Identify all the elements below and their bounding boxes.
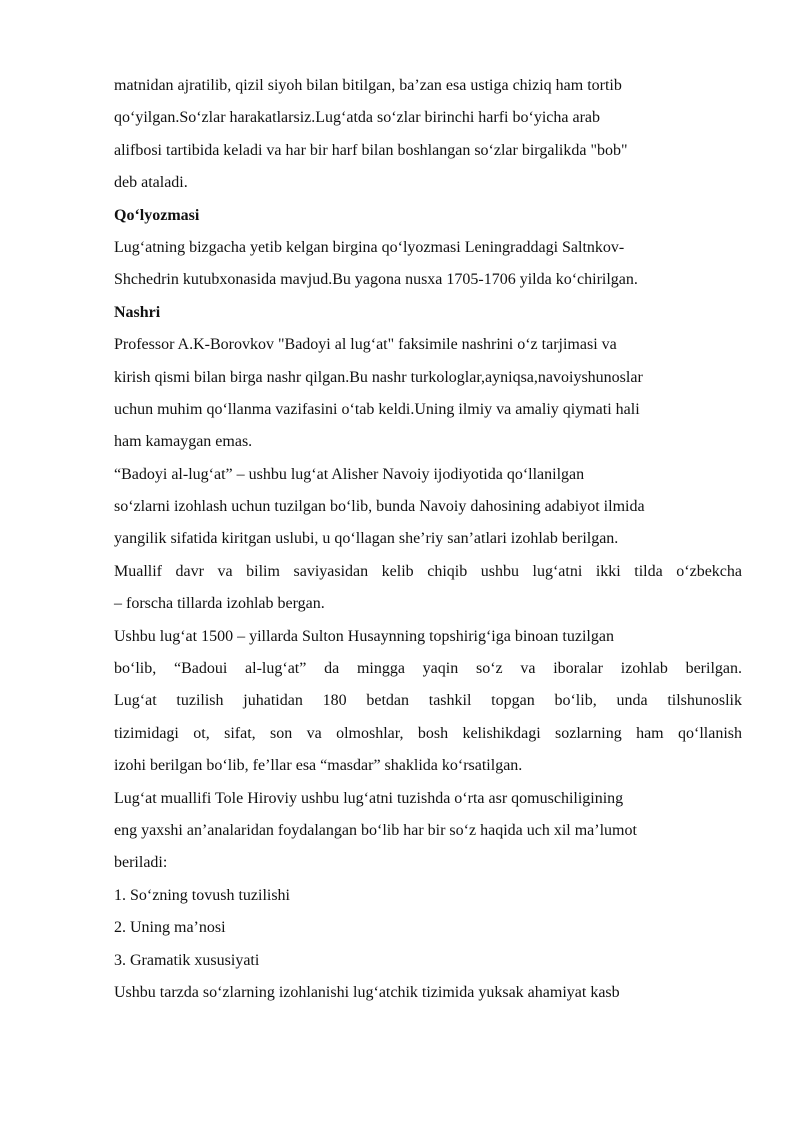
section-heading-manuscript: Qo‘lyozmasi xyxy=(114,206,200,224)
text-line: Lug‘at tuzilish juhatidan 180 betdan tashkil topgan bo‘lib, unda tilshunoslik xyxy=(114,692,742,710)
paragraph-author xyxy=(114,783,742,880)
paragraph-conclusion xyxy=(114,977,742,1009)
text-line: so‘zlarni izohlash uchun tuzilgan bo‘lib, bunda Navoiy dahosining adabiyot ilmida xyxy=(114,498,645,516)
text-line: beriladi: xyxy=(114,854,168,872)
text-line: ham kamaygan emas. xyxy=(114,433,253,451)
text-line: matnidan ajratilib, qizil siyoh bilan bitilgan, ba’zan esa ustiga chiziq ham tortib xyxy=(114,77,622,94)
paragraph-edition xyxy=(114,329,742,459)
text-line: Lug‘at muallifi Tole Hiroviy ushbu lug‘atni tuzishda o‘rta asr qomuschiligining xyxy=(114,789,624,807)
text-line: Professor A.K-Borovkov "Badoyi al lug‘at" faksimile nashrini o‘z tarjimasi va xyxy=(114,336,617,354)
text-line: izohi berilgan bo‘lib, fe’llar esa “masdar” shaklida ko‘rsatilgan. xyxy=(114,757,523,775)
text-line: tizimidagi ot, sifat, son va olmoshlar, bosh kelishikdagi sozlarning ham qo‘llanish xyxy=(114,724,742,742)
text-line: eng yaxshi an’analaridan foydalangan bo‘lib har bir so‘z haqida uch xil ma’lumot xyxy=(114,821,637,839)
paragraph-manuscript xyxy=(114,232,742,297)
text-line: Ushbu lug‘at 1500 – yillarda Sulton Husaynning topshirig‘iga binoan tuzilgan xyxy=(114,627,614,645)
text-line: bo‘lib, “Badoui al-lug‘at” da mingga yaqin so‘z va iboralar izohlab berilgan. xyxy=(114,660,742,678)
text-line: yangilik sifatida kiritgan uslubi, u qo‘llagan she’riy san’atlari izohlab berilgan. xyxy=(114,530,619,548)
paragraph-badoyi xyxy=(114,459,742,621)
text-line: Ushbu tarzda so‘zlarning izohlanishi lug‘atchik tizimida yuksak ahamiyat kasb xyxy=(114,983,620,1001)
text-line: uchun muhim qo‘llanma vazifasini o‘tab keldi.Uning ilmiy va amaliy qiymati hali xyxy=(114,400,640,418)
text-line: “Badoyi al-lug‘at” – ushbu lug‘at Alisher Navoiy ijodiyotida qo‘llanilgan xyxy=(114,465,585,483)
text-line: Lug‘atning bizgacha yetib kelgan birgina qo‘lyozmasi Leningraddagi Saltnkov- xyxy=(114,238,625,256)
text-line: alifbosi tartibida keladi va har bir harf bilan boshlangan so‘zlar birgalikda "bob" xyxy=(114,141,628,159)
section-heading-edition: Nashri xyxy=(114,303,161,321)
list-item: 3. Gramatik xususiyati xyxy=(114,951,260,969)
text-line: – forscha tillarda izohlab bergan. xyxy=(114,595,325,613)
numbered-list xyxy=(114,880,742,977)
text-line: qo‘yilgan.So‘zlar harakatlarsiz.Lug‘atda so‘zlar birinchi harfi bo‘yicha arab xyxy=(114,109,601,127)
paragraph-structure xyxy=(114,621,742,783)
text-line: kirish qismi bilan birga nashr qilgan.Bu nashr turkologlar,ayniqsa,navoiyshunoslar xyxy=(114,368,643,386)
paragraph-intro xyxy=(114,70,742,200)
text-line: Muallif davr va bilim saviyasidan kelib chiqib ushbu lug‘atni ikki tilda o‘zbekcha xyxy=(114,562,742,580)
text-line: deb ataladi. xyxy=(114,174,188,192)
text-line: Shchedrin kutubxonasida mavjud.Bu yagona nusxa 1705-1706 yilda ko‘chirilgan. xyxy=(114,271,638,289)
list-item: 1. So‘zning tovush tuzilishi xyxy=(114,886,290,904)
document-page xyxy=(114,70,742,1009)
list-item: 2. Uning ma’nosi xyxy=(114,919,226,937)
